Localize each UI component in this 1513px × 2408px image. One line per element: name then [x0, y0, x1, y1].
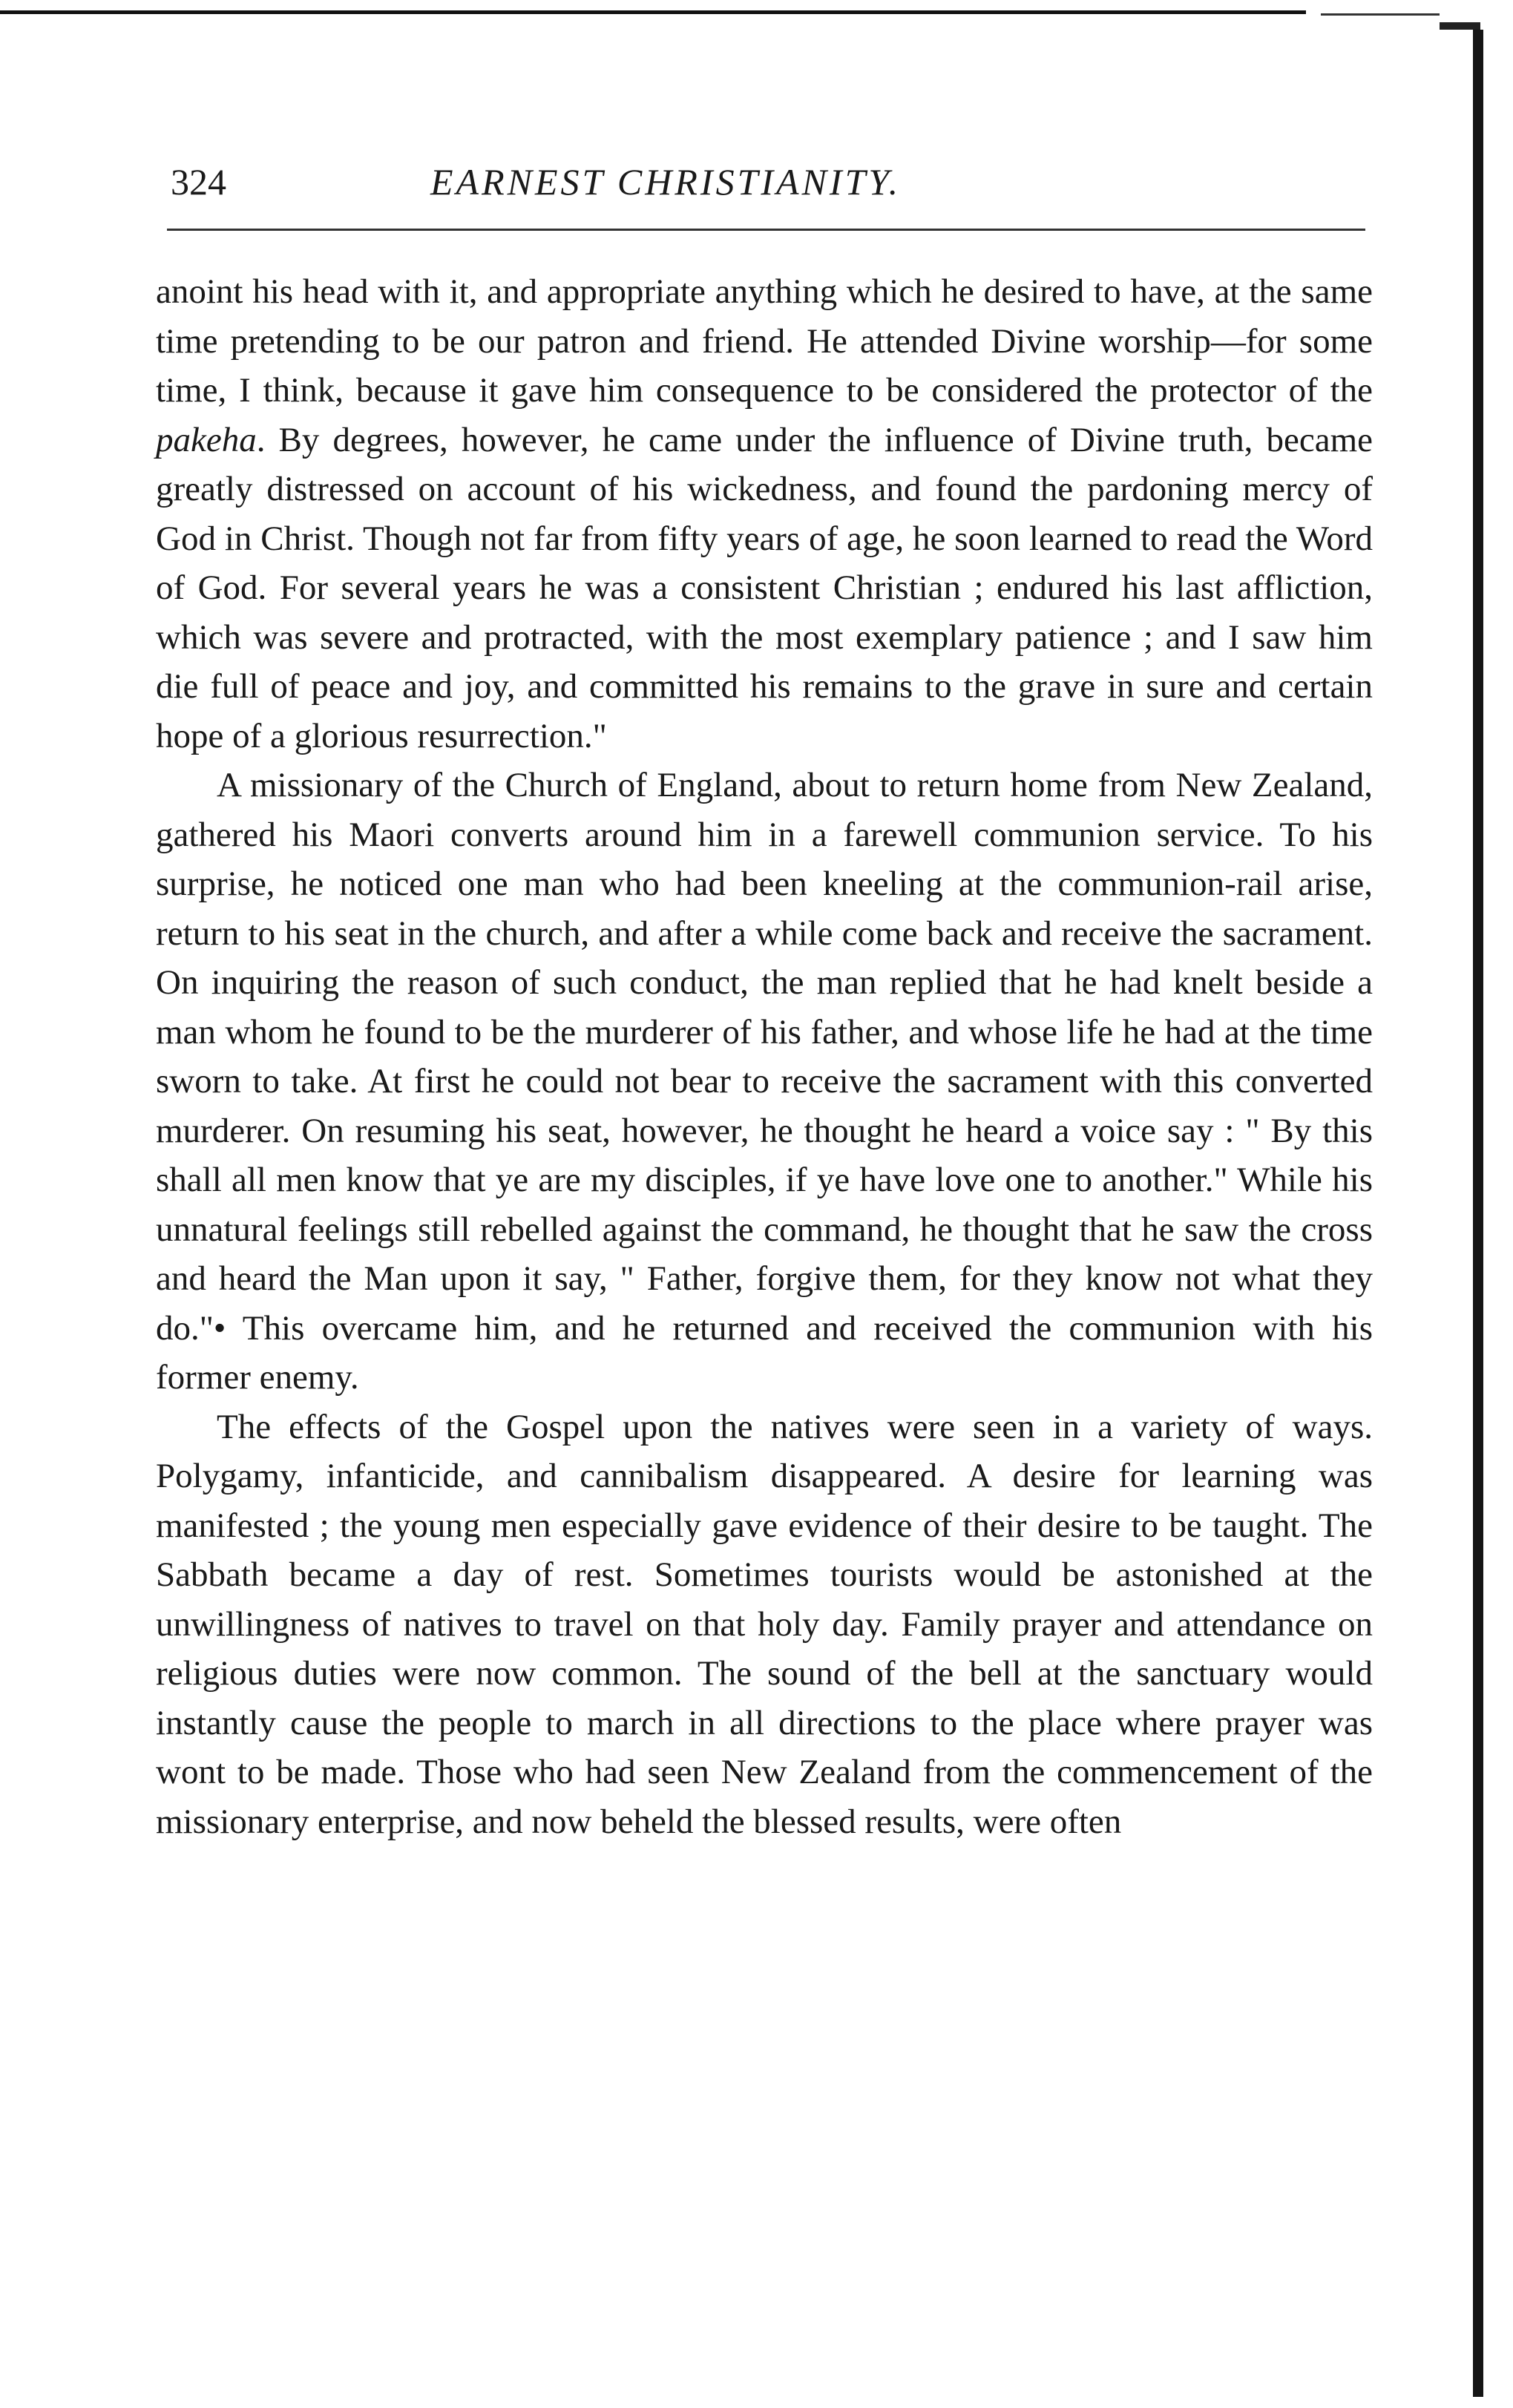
paragraph-1-text-b: . By degrees, however, he came under the influence of Divine truth, became greatly distressed on account of his wickedness, and found the pardoning mercy of God in Christ. Though not far from fifty years of age, he soon learned to read the Word of God. For several years he was a consistent Christian ; endured his last affliction, which was severe and protracted, with the most exemplary patience ; and I saw him die full of peace and joy, and committed his remains to the grave in sure and certain hope of a glorious resurrection."	[156, 420, 1373, 755]
page-corner-mark	[1440, 22, 1480, 30]
header-rule	[167, 229, 1365, 231]
top-edge-rule-tail	[1321, 13, 1440, 16]
page-number: 324	[171, 161, 226, 203]
page-right-edge	[1473, 30, 1483, 2397]
body-text	[156, 267, 1373, 1846]
running-title: EARNEST CHRISTIANITY.	[430, 161, 902, 203]
paragraph-1-text-a: anoint his head with it, and appropriate anything which he desired to have, at the same time pretending to be our patron and friend. He attended Divine worship—for some time, I think, because it gave him consequence to be considered the protector of the	[156, 272, 1373, 410]
paragraph-3: The effects of the Gospel upon the natives were seen in a variety of ways. Polygamy, infanticide, and cannibalism disappeared. A desire for learning was manifested ; the young men especially gave evidence of their desire to be taught. The Sabbath became a day of rest. Sometimes tourists would be astonished at the unwillingness of natives to travel on that holy day. Family prayer and attendance on religious duties were now common. The sound of the bell at the sanctuary would instantly cause the people to march in all directions to the place where prayer was wont to be made. Those who had seen New Zealand from the commencement of the missionary enterprise, and now beheld the blessed results, were often	[156, 1407, 1373, 1841]
paragraph-1-emphasis: pakeha	[156, 420, 257, 459]
paragraph-1	[156, 267, 1373, 761]
top-edge-rule	[0, 10, 1306, 14]
running-head	[148, 152, 1365, 211]
paragraph-2: A missionary of the Church of England, about to return home from New Zealand, gathered his Maori converts around him in a farewell communion service. To his surprise, he noticed one man who had been kneeling at the communion-rail arise, return to his seat in the church, and after a while come back and receive the sacrament. On inquiring the reason of such conduct, the man replied that he had knelt beside a man whom he found to be the murderer of his father, and whose life he had at the time sworn to take. At first he could not bear to receive the sacrament with this converted murderer. On resuming his seat, however, he thought he heard a voice say : " By this shall all men know that ye are my disciples, if ye have love one to another." While his unnatural feelings still rebelled against the command, he thought that he saw the cross and heard the Man upon it say, " Father, forgive them, for they know not what they do."• This overcame him, and he returned and received the communion with his former enemy.	[156, 766, 1373, 1397]
